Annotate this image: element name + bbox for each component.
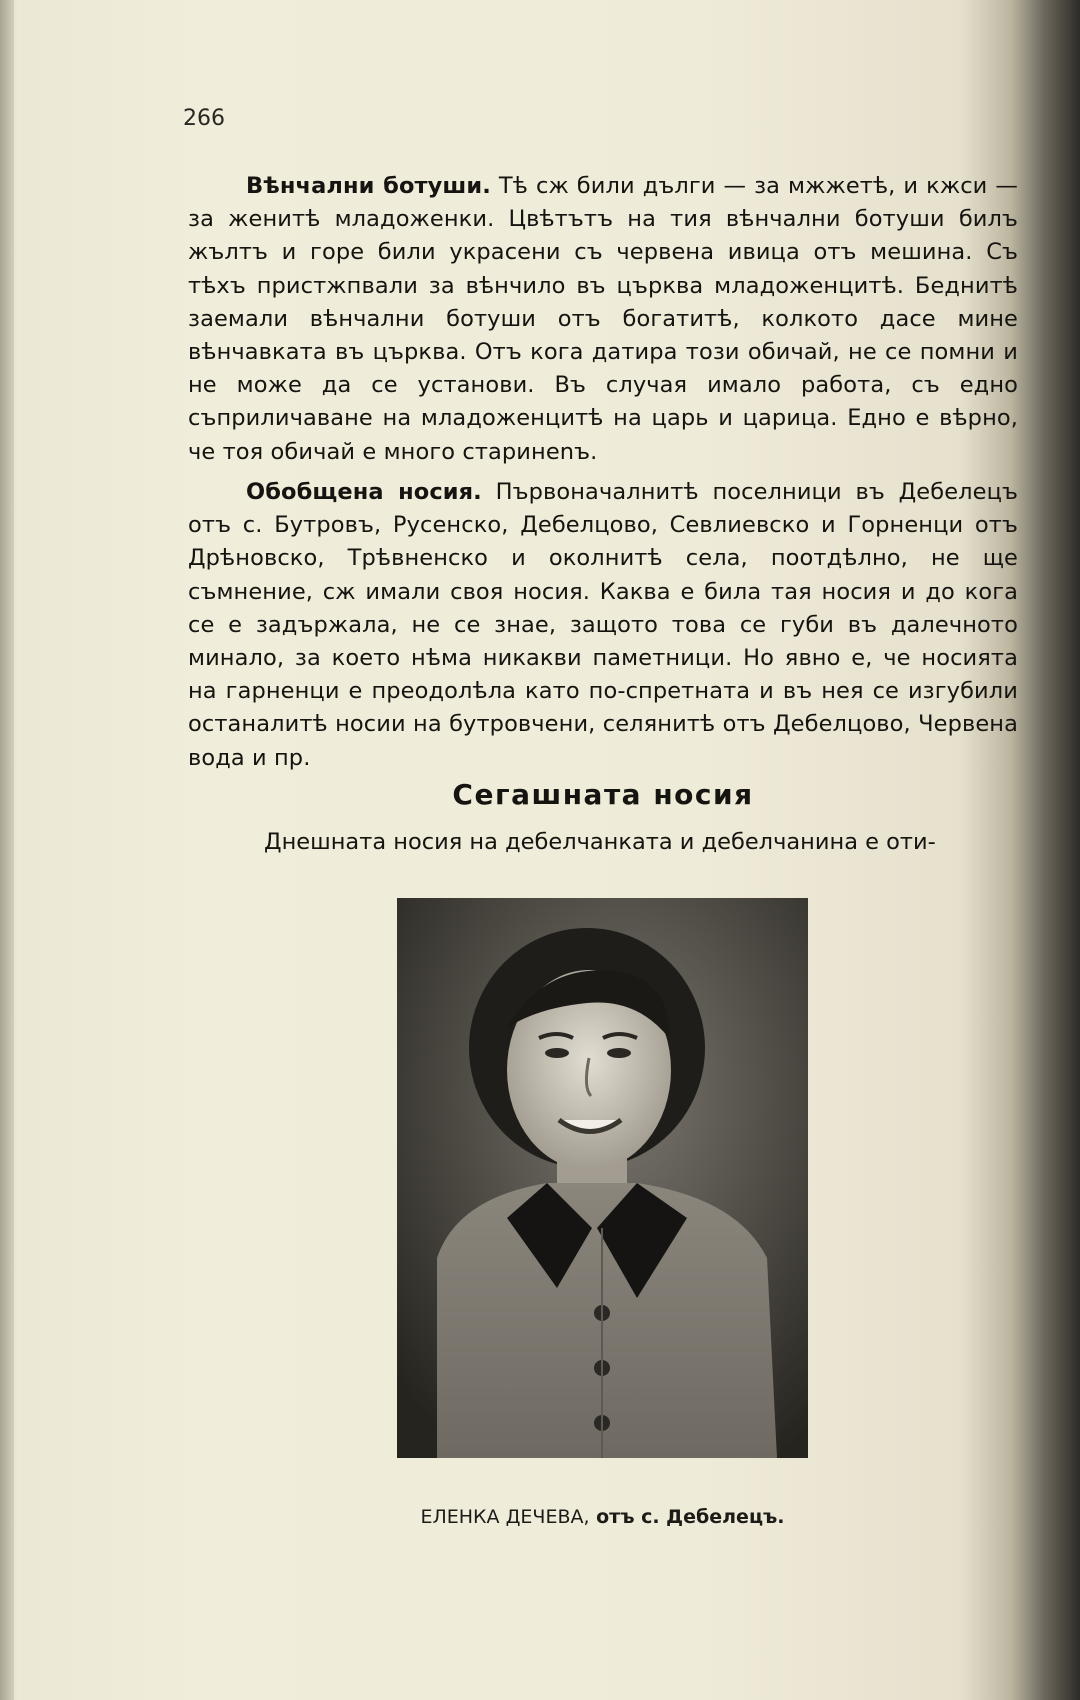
photo-caption <box>397 1506 808 1528</box>
caption-name: ЕЛЕНКА ДЕЧЕВА, <box>420 1506 590 1528</box>
paragraph-lead: Вѣнчални ботуши. <box>246 173 491 199</box>
section-heading: Сегашната носия <box>452 778 754 811</box>
caption-place: отъ с. Дебелецъ. <box>589 1506 785 1528</box>
paragraph-lead: Обобщена носия. <box>246 479 482 505</box>
page-number: 266 <box>183 106 225 131</box>
section-intro-paragraph: Днешната носия на дебелчанката и дебелчанина е оти- <box>264 829 936 855</box>
paragraph-general-costume <box>188 476 1018 775</box>
paragraph-text: Първоначалнитѣ поселници въ Дебелецъ отъ с. Бутровъ, Русенско, Дебелцово, Севлиевско и Горненци отъ Дрѣновско, Трѣвненско и околнитѣ села, поотдѣлно, не ще съмнение, сж имали своя носия. Каква е била тая носия и до кога се е задържала, не се знае, защото това се губи въ далечното минало, за което нѣма никакви паметници. Но явно е, че носията на гарненци е преодолѣла като по-спретната и въ нея се изгубили останалитѣ носии на бутровчени, селянитѣ отъ Дебелцово, Червена вода и пр. <box>188 479 1018 771</box>
portrait-photo-image <box>397 898 808 1458</box>
paragraph-wedding-boots <box>188 170 1018 469</box>
portrait-photo <box>397 898 808 1458</box>
paragraph-text: Тѣ сж били дълги — за мжжетѣ, и кжси — за женитѣ младоженки. Цвѣтътъ на тия вѣнчални ботуши билъ жълтъ и горе били украсени съ червена ивица отъ мешина. Съ тѣхъ пристжпвали за вѣнчило въ църква младоженцитѣ. Беднитѣ заемали вѣнчални ботуши отъ богатитѣ, колкото дасе мине вѣнчавката въ църква. Отъ кога датира този обичай, не се помни и не може да се установи. Въ случая имало работа, съ едно съприличаване на младоженцитѣ на царь и царица. Едно е вѣрно, че тоя обичай е много старинenъ. <box>188 173 1018 465</box>
